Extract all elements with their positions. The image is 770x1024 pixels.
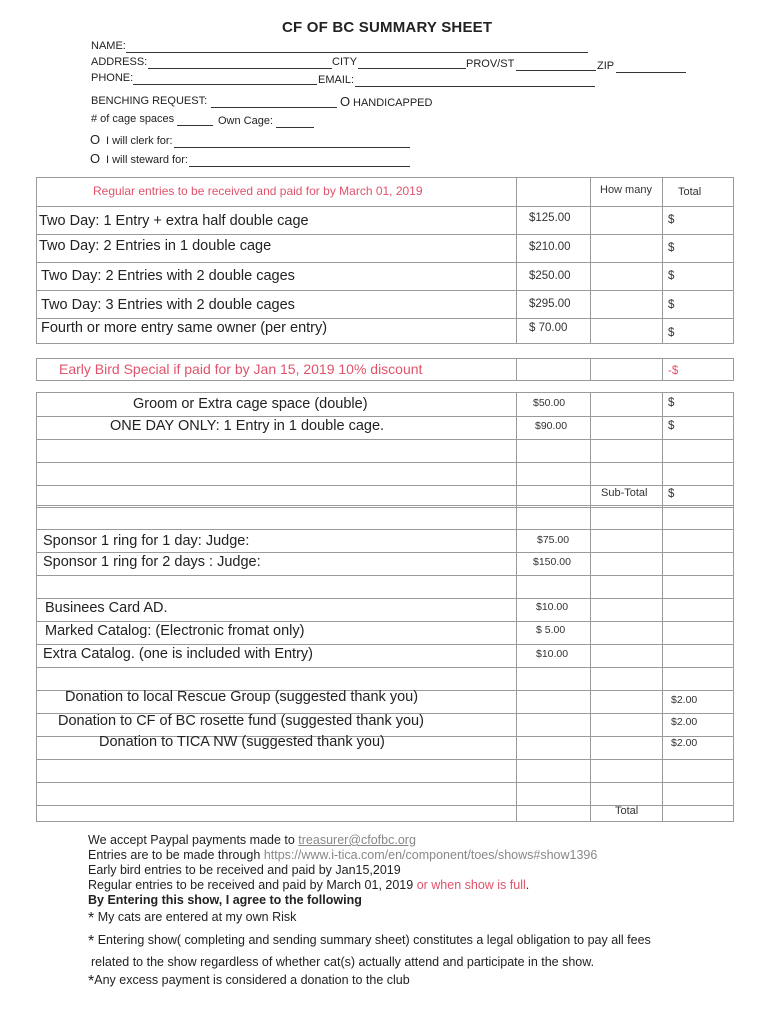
ad-row-label: Businees Card AD. [45, 600, 168, 616]
obligation-line-1 [88, 933, 651, 951]
paypal-prefix: We accept Paypal payments made to [88, 833, 299, 847]
own-cage-field[interactable] [276, 127, 314, 128]
excess-text: Any excess payment is considered a donation to the club [94, 973, 410, 987]
steward-radio[interactable]: O [90, 151, 101, 166]
paypal-line [88, 833, 416, 847]
regular-row-price: $ 70.00 [529, 322, 568, 334]
entries-line [88, 848, 597, 862]
sponsor-row-label: Sponsor 1 ring for 1 day: Judge: [43, 533, 250, 549]
early-bird-note: Early bird entries to be received and paid by Jan15,2019 [88, 863, 401, 877]
star-bullet: * [88, 933, 95, 950]
obligation-line-2: related to the show regardless of whether cat(s) actually attend and participate in the show. [91, 955, 595, 969]
entries-url-link[interactable]: https://www.i-tica.com/en/component/toes/shows#show1396 [263, 848, 598, 862]
email-field[interactable] [355, 86, 595, 87]
risk-line [88, 910, 296, 928]
page-title: CF OF BC SUMMARY SHEET [282, 19, 493, 36]
sponsor-table [36, 505, 734, 822]
star-bullet: * [88, 973, 95, 990]
donation-row-total[interactable]: $2.00 [671, 737, 698, 749]
provst-label: PROV/ST [466, 58, 515, 70]
ad-row-price: $10.00 [536, 601, 569, 613]
donation-row-label: Donation to local Rescue Group (suggested thank you) [65, 689, 419, 705]
groom-row-price: $50.00 [533, 397, 566, 409]
address-label: ADDRESS: [91, 56, 148, 68]
excess-line [88, 973, 410, 991]
regular-row-total[interactable]: $ [668, 327, 675, 339]
regular-row-label: Two Day: 3 Entries with 2 double cages [41, 297, 295, 313]
regular-note [88, 878, 529, 892]
cage-spaces-label: # of cage spaces [91, 113, 175, 125]
benching-field[interactable] [211, 107, 337, 108]
phone-field[interactable] [133, 84, 317, 85]
how-many-header: How many [600, 184, 652, 196]
regular-note-period: . [525, 878, 530, 892]
sponsor-row-price: $75.00 [537, 534, 570, 546]
risk-text: My cats are entered at my own Risk [94, 910, 297, 924]
regular-row-label: Two Day: 2 Entries with 2 double cages [41, 268, 295, 284]
regular-row-total[interactable]: $ [668, 214, 675, 226]
regular-row-price: $125.00 [529, 212, 571, 224]
clerk-label: I will clerk for: [106, 135, 173, 147]
entries-prefix: Entries are to be made through [88, 848, 264, 862]
email-label: EMAIL: [318, 74, 355, 86]
provst-field[interactable] [516, 70, 596, 71]
obligation-text-1: Entering show( completing and sending summary sheet) constitutes a legal obligation to pay all fees [94, 933, 651, 947]
sponsor-row-label: Sponsor 1 ring for 2 days : Judge: [43, 554, 261, 570]
address-field[interactable] [148, 68, 332, 69]
regular-note-suffix: or when show is full [416, 878, 526, 892]
regular-row-label: Two Day: 1 Entry + extra half double cage [39, 213, 309, 229]
early-bird-total[interactable]: -$ [668, 365, 679, 377]
groom-row-label: Groom or Extra cage space (double) [133, 396, 368, 412]
subtotal-value[interactable]: $ [668, 488, 675, 500]
regular-row-total[interactable]: $ [668, 242, 675, 254]
zip-field[interactable] [616, 72, 686, 73]
regular-row-price: $295.00 [529, 298, 571, 310]
clerk-field[interactable] [174, 147, 410, 148]
subtotal-label: Sub-Total [601, 487, 648, 499]
benching-label: BENCHING REQUEST: [91, 95, 208, 107]
regular-row-price: $210.00 [529, 241, 571, 253]
regular-row-total[interactable]: $ [668, 270, 675, 282]
city-label: CITY [332, 56, 358, 68]
star-bullet: * [88, 910, 95, 927]
groom-row-total[interactable]: $ [668, 420, 675, 432]
zip-label: ZIP [597, 60, 615, 72]
regular-entries-table [36, 177, 734, 344]
regular-note-prefix: Regular entries to be received and paid by March 01, 2019 [88, 878, 417, 892]
phone-label: PHONE: [91, 72, 134, 84]
paypal-email-link[interactable]: treasurer@cfofbc.org [298, 833, 416, 847]
regular-entries-heading: Regular entries to be received and paid for by March 01, 2019 [93, 184, 423, 198]
sponsor-row-price: $150.00 [533, 556, 571, 568]
regular-row-label: Two Day: 2 Entries in 1 double cage [39, 238, 272, 254]
handicapped-radio[interactable]: O [340, 94, 351, 109]
groom-row-label: ONE DAY ONLY: 1 Entry in 1 double cage. [110, 418, 385, 434]
early-bird-label: Early Bird Special if paid for by Jan 15, 2019 10% discount [59, 361, 423, 377]
regular-row-price: $250.00 [529, 270, 571, 282]
steward-label: I will steward for: [106, 154, 188, 166]
name-label: NAME: [91, 40, 126, 52]
regular-row-label: Fourth or more entry same owner (per entry) [41, 320, 328, 336]
donation-row-label: Donation to TICA NW (suggested thank you) [99, 734, 385, 750]
donation-row-total[interactable]: $2.00 [671, 694, 698, 706]
ad-row-price: $ 5.00 [536, 624, 566, 636]
agreement-heading: By Entering this show, I agree to the following [88, 893, 362, 907]
cage-spaces-field[interactable] [177, 125, 213, 126]
donation-row-total[interactable]: $2.00 [671, 716, 698, 728]
regular-row-total[interactable]: $ [668, 299, 675, 311]
groom-row-price: $90.00 [535, 420, 568, 432]
name-field[interactable] [126, 52, 588, 53]
grand-total-label: Total [615, 805, 639, 817]
clerk-radio[interactable]: O [90, 132, 101, 147]
ad-row-label: Extra Catalog. (one is included with Entry) [43, 646, 313, 662]
handicapped-label: HANDICAPPED [353, 97, 433, 109]
total-header: Total [678, 186, 702, 198]
groom-row-total[interactable]: $ [668, 397, 675, 409]
city-field[interactable] [358, 68, 466, 69]
ad-row-label: Marked Catalog: (Electronic fromat only) [45, 623, 305, 639]
donation-row-label: Donation to CF of BC rosette fund (suggested thank you) [58, 713, 424, 729]
own-cage-label: Own Cage: [218, 115, 274, 127]
ad-row-price: $10.00 [536, 648, 569, 660]
steward-field[interactable] [189, 166, 410, 167]
